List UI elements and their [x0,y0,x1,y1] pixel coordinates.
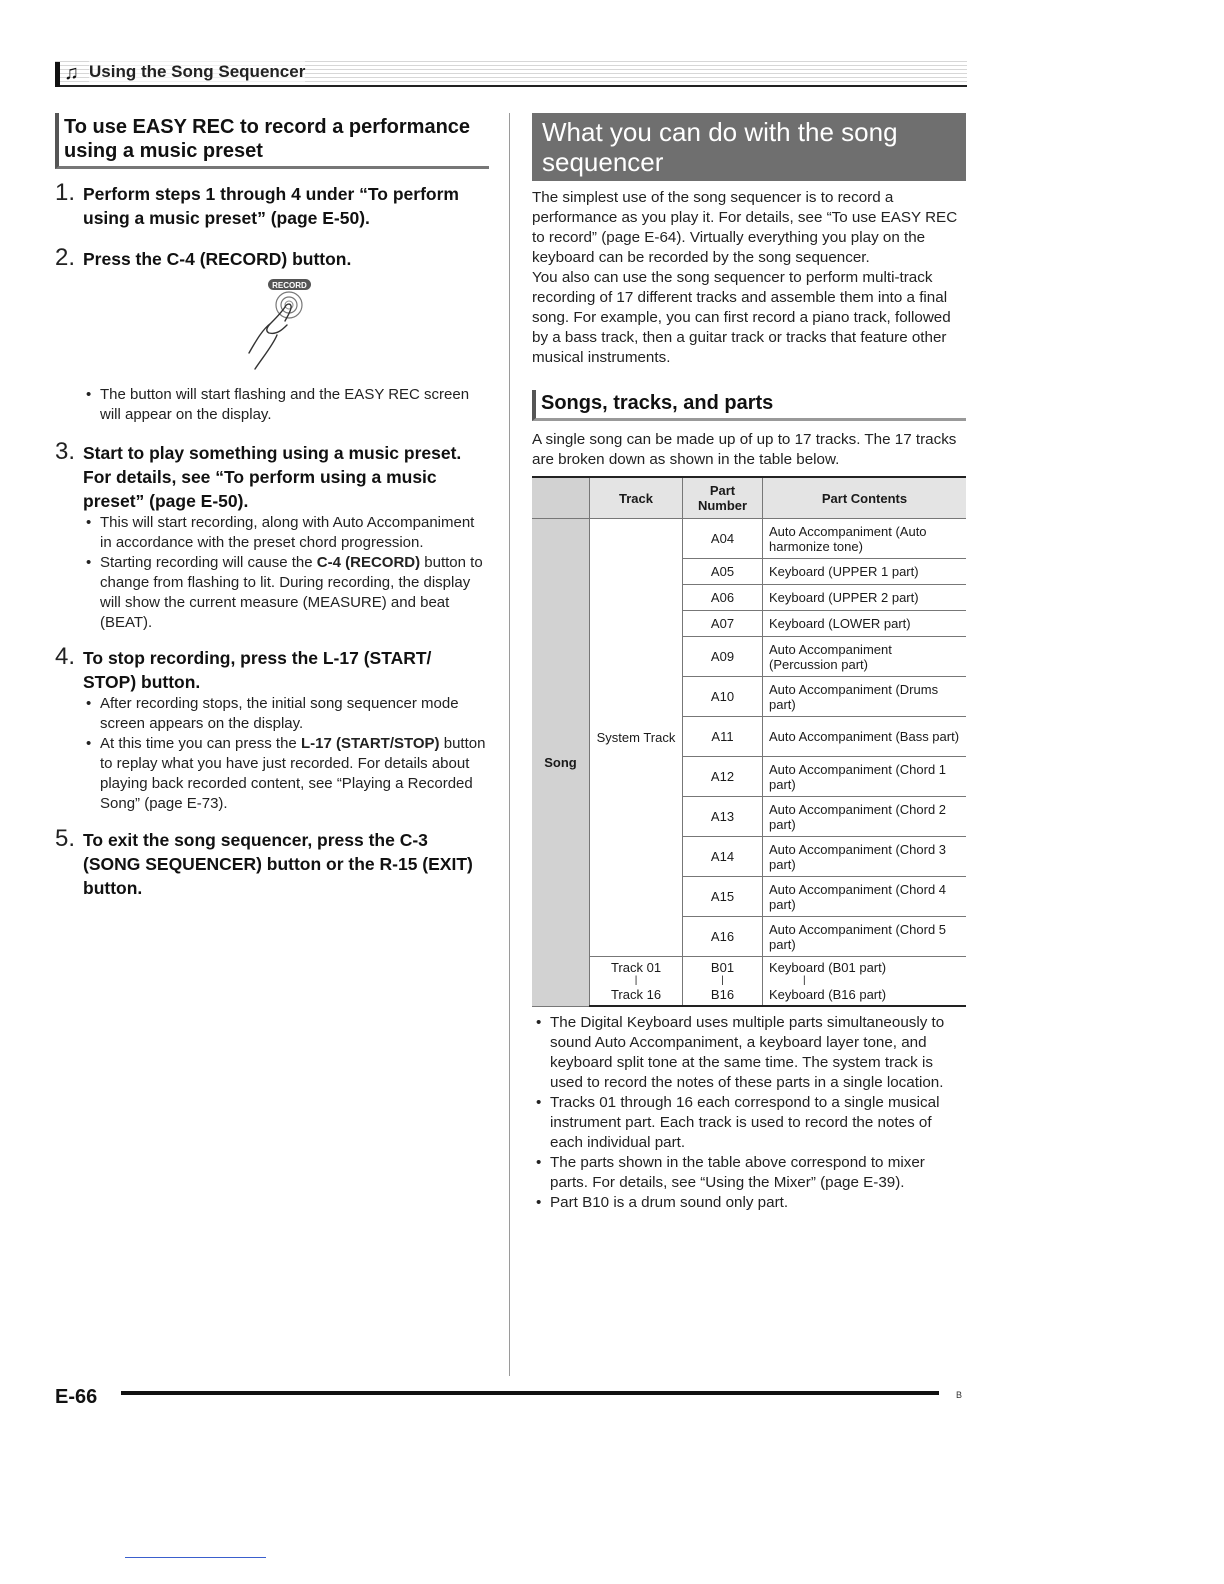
part-contents-cell: Auto Accompaniment (Chord 3 part) [763,837,967,877]
part-contents-cell: Auto Accompaniment (Chord 5 part) [763,917,967,957]
part-number-cell: A06 [683,585,763,611]
notes-list [532,1013,966,1213]
step-2-bullet-1: • The button will start flashing and the EASY REC screen will appear on the display. [100,385,489,425]
header-track: Track [590,477,683,519]
intro-paragraph-2: You also can use the song sequencer to perform multi-track recording of 17 different tracks and assemble them into a final song. For example, you can first record a piano track, followed by a bass track, then a guitar track or tracks that feature other musical instruments. [532,269,951,366]
header-part-number: Part Number [683,477,763,519]
left-column [55,113,489,900]
header-title: Using the Song Sequencer [89,62,306,81]
step-text: Press the C-4 (RECORD) button. [83,249,352,269]
step-2 [55,244,489,271]
record-button-illustration [55,277,489,377]
section-title: To use EASY REC to record a performance using a music preset [55,113,489,169]
part-number-cell: A11 [683,717,763,757]
part-contents-cell: Auto Accompaniment (Chord 1 part) [763,757,967,797]
step-1 [55,179,489,230]
page-header [55,58,967,86]
section-banner: What you can do with the song sequencer [532,113,966,181]
record-label: RECORD [272,281,307,290]
part-contents-cell: Keyboard (LOWER part) [763,611,967,637]
table-header-row [532,477,966,519]
part-number-cell: A05 [683,559,763,585]
header-song-blank [532,477,590,519]
intro-paragraph-1: The simplest use of the song sequencer is to record a performance as you play it. For details, see “To use EASY REC to record” (page E-64). Virtually everything you play on the keyboard can be recorded by the song sequencer. [532,189,958,266]
part-number-cell: A10 [683,677,763,717]
right-column [532,113,966,1213]
part-contents-cell: Auto Accompaniment (Chord 4 part) [763,877,967,917]
table-row-user-tracks [532,957,966,1007]
subsection-title: Songs, tracks, and parts [532,390,966,421]
part-contents-cell: Auto Accompaniment (Auto harmonize tone) [763,519,967,559]
step-text: To stop recording, press the L-17 (START/ STOP) button. [83,648,432,692]
column-divider [509,113,510,1376]
note-item: • The parts shown in the table above correspond to mixer parts. For details, see “Using the Mixer” (page E-39). [550,1153,966,1193]
system-track-cell: System Track [590,519,683,957]
track-last: Track 16 [610,987,662,1002]
footer-rule [121,1391,939,1395]
table-intro: A single song can be made up of up to 17 tracks. The 17 tracks are broken down as shown in the table below. [532,431,957,468]
step-number: 2. [55,244,76,271]
part-contents-cell: Keyboard (UPPER 2 part) [763,585,967,611]
part-contents-cell: Auto Accompaniment (Drums part) [763,677,967,717]
range-separator: | [803,975,806,986]
table-row [532,519,966,559]
footer-mark: B [956,1390,963,1400]
step-number: 1. [55,179,76,206]
step-4-bullet-2: • At this time you can press the L-17 (START/STOP) button to replay what you have just recorded. For details about playing back recorded content, see “Playing a Recorded Song” (page E-73). [100,734,489,814]
step-4-bullet-1: • After recording stops, the initial song sequencer mode screen appears on the display. [100,694,489,734]
note-item: • Part B10 is a drum sound only part. [550,1193,966,1213]
parts-table [532,476,966,1007]
song-cell: Song [532,519,590,1007]
music-note-icon: ♫ [64,62,79,84]
header-bottom-rule [55,85,967,87]
header-marker [55,62,60,87]
step-text: To exit the song sequencer, press the C-3 (SONG SEQUENCER) button or the R-15 (EXIT) button. [83,830,473,898]
part-number-cell: A16 [683,917,763,957]
part-contents-cell: Keyboard (UPPER 1 part) [763,559,967,585]
range-separator: | [721,975,724,986]
step-text: Perform steps 1 through 4 under “To perform using a music preset” (page E-50). [83,184,459,228]
contents-last: Keyboard (B16 part) [769,987,887,1002]
track-first: Track 01 [610,960,662,975]
range-separator: | [634,975,638,986]
note-item: • Tracks 01 through 16 each correspond to a single musical instrument part. Each track is used to record the notes of each individual part. [550,1093,966,1153]
part-number-cell: A15 [683,877,763,917]
part-number-cell: A13 [683,797,763,837]
part-number-cell: A04 [683,519,763,559]
step-number: 3. [55,438,76,465]
part-number-cell: A07 [683,611,763,637]
header-part-contents: Part Contents [763,477,967,519]
note-item: • The Digital Keyboard uses multiple parts simultaneously to sound Auto Accompaniment, a keyboard layer tone, and keyboard split tone at the same time. The system track is used to record the notes of these parts in a single location. [550,1013,966,1093]
part-contents-cell: Auto Accompaniment (Percussion part) [763,637,967,677]
part-contents-cell: Auto Accompaniment (Chord 2 part) [763,797,967,837]
part-number-first: B01 [710,960,735,975]
part-contents-cell: Auto Accompaniment (Bass part) [763,717,967,757]
part-number-cell: A12 [683,757,763,797]
step-3-bullet-1: • This will start recording, along with Auto Accompaniment in accordance with the preset chord progression. [100,513,489,553]
part-number-cell: A09 [683,637,763,677]
step-4 [55,643,489,694]
user-track-cell [590,957,683,1007]
step-text: Start to play something using a music preset. For details, see “To perform using a music preset” (page E-50). [83,443,462,511]
user-part-number-cell [683,957,763,1007]
step-5 [55,825,489,900]
step-3-bullet-2: • Starting recording will cause the C-4 (RECORD) button to change from flashing to lit. During recording, the display will show the current measure (MEASURE) and beat (BEAT). [100,553,489,633]
part-number-cell: A14 [683,837,763,877]
contents-first: Keyboard (B01 part) [769,960,887,975]
user-part-contents-cell [763,957,967,1007]
page-number: E-66 [55,1386,98,1408]
step-number: 5. [55,825,76,852]
step-3 [55,438,489,513]
finger-press-icon [227,277,327,373]
step-number: 4. [55,643,76,670]
footer-link-underline [125,1557,266,1558]
part-number-last: B16 [710,987,735,1002]
